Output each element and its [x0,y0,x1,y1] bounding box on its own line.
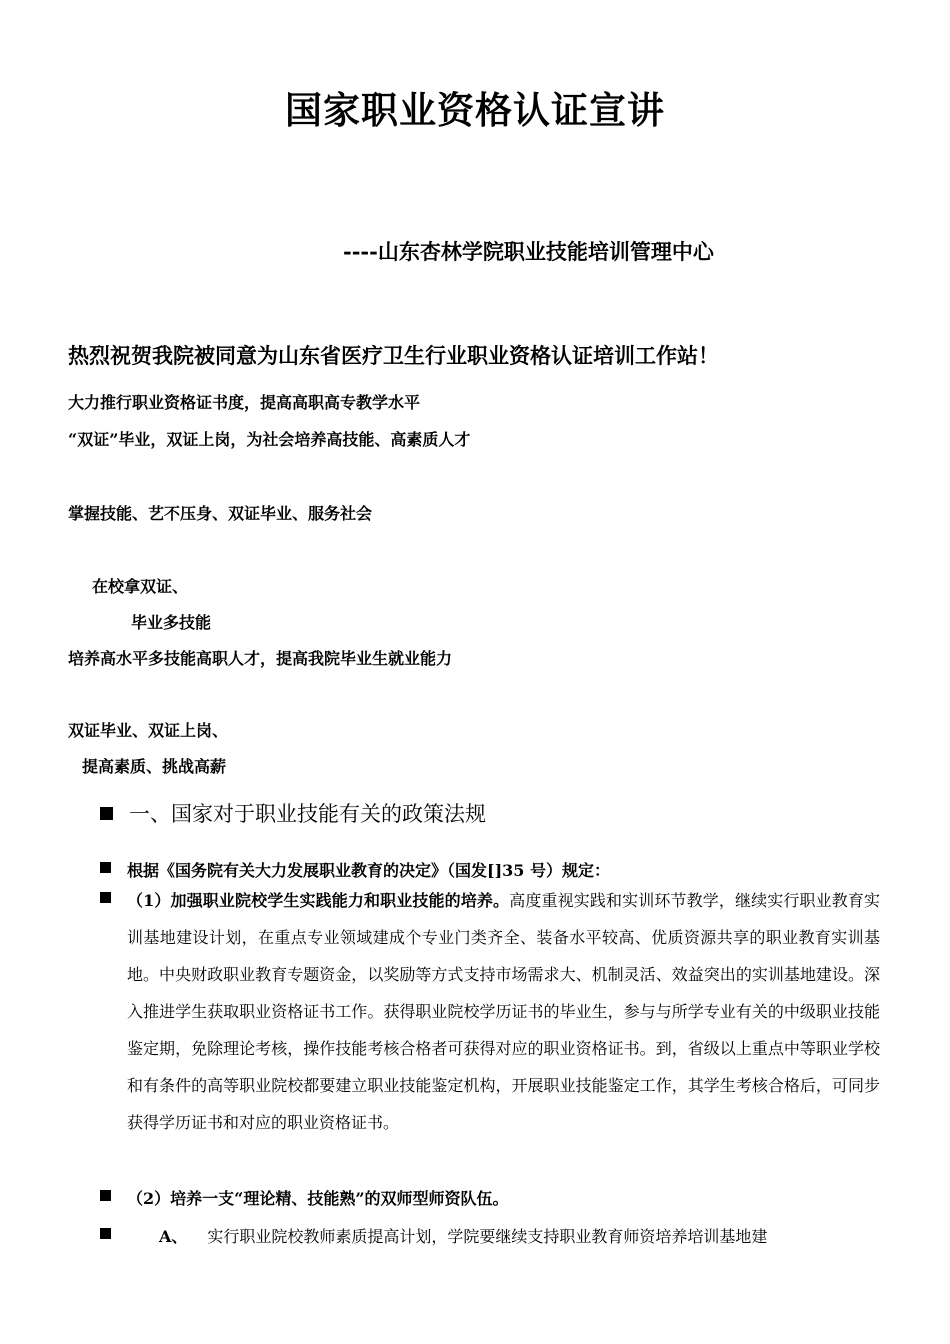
slogan-line: 提高素质、挑战高薪 [82,757,227,776]
square-bullet-icon [100,807,113,820]
square-bullet-icon [100,1228,111,1239]
square-bullet-icon [100,1190,111,1201]
slogan-line: 在校拿双证、 [92,577,189,596]
policy-basis-text: 根据《国务院有关大力发展职业教育的决定》（国发[]35 号）规定： [127,861,610,880]
list-item [100,1180,880,1217]
item-heading: （1）加强职业院校学生实践能力和职业技能的培养。 [127,891,510,910]
item-body: 高度重视实践和实训环节教学，继续实行职业教育实训基地建设计划，在重点专业领域建成个专业门类齐全、装备水平较高、优质资源共享的职业教育实训基地。中央财政职业教育专题资金，以奖励等方式支持市场需求大、机制灵活、效益突出的实训基地建设。深入推进学生获取职业资格证书工作。获得职业院校学历证书的毕业生，参与与所学专业有关的中级职业技能鉴定期，免除理论考核，操作技能考核合格者可获得对应的职业资格证书。到，省级以上重点中等职业学校和有条件的高等职业院校都要建立职业技能鉴定机构，开展职业技能鉴定工作，其学生考核合格后，可同步获得学历证书和对应的职业资格证书。 [127,891,880,1132]
section-heading [100,798,486,828]
item-body: 实行职业院校教师素质提高计划，学院要继续支持职业教育师资培养培训基地建 [207,1227,768,1246]
item-label: A、 [159,1227,188,1246]
slogan-line: 大力推行职业资格证书度，提高高职高专教学水平 [68,393,421,412]
item-heading: （2）培养一支“理论精、技能熟”的双师型师资队伍。 [127,1189,509,1208]
square-bullet-icon [100,862,111,873]
slogan-line: 双证毕业、双证上岗、 [68,721,229,740]
congratulation-line: 热烈祝贺我院被同意为山东省医疗卫生行业职业资格认证培训工作站！ [68,343,719,368]
section-heading-text: 一、国家对于职业技能有关的政策法规 [129,802,486,826]
page-title: 国家职业资格认证宣讲 [285,88,665,132]
slogan-line: 毕业多技能 [131,613,212,632]
list-item [100,882,880,1141]
list-item [100,1218,880,1255]
slogan-line: “双证”毕业，双证上岗，为社会培养高技能、高素质人才 [68,430,471,449]
page-subtitle: ----山东杏林学院职业技能培训管理中心 [343,239,714,264]
slogan-line: 掌握技能、艺不压身、双证毕业、服务社会 [68,504,373,523]
slogan-line: 培养高水平多技能高职人才，提高我院毕业生就业能力 [68,649,453,668]
square-bullet-icon [100,892,111,903]
